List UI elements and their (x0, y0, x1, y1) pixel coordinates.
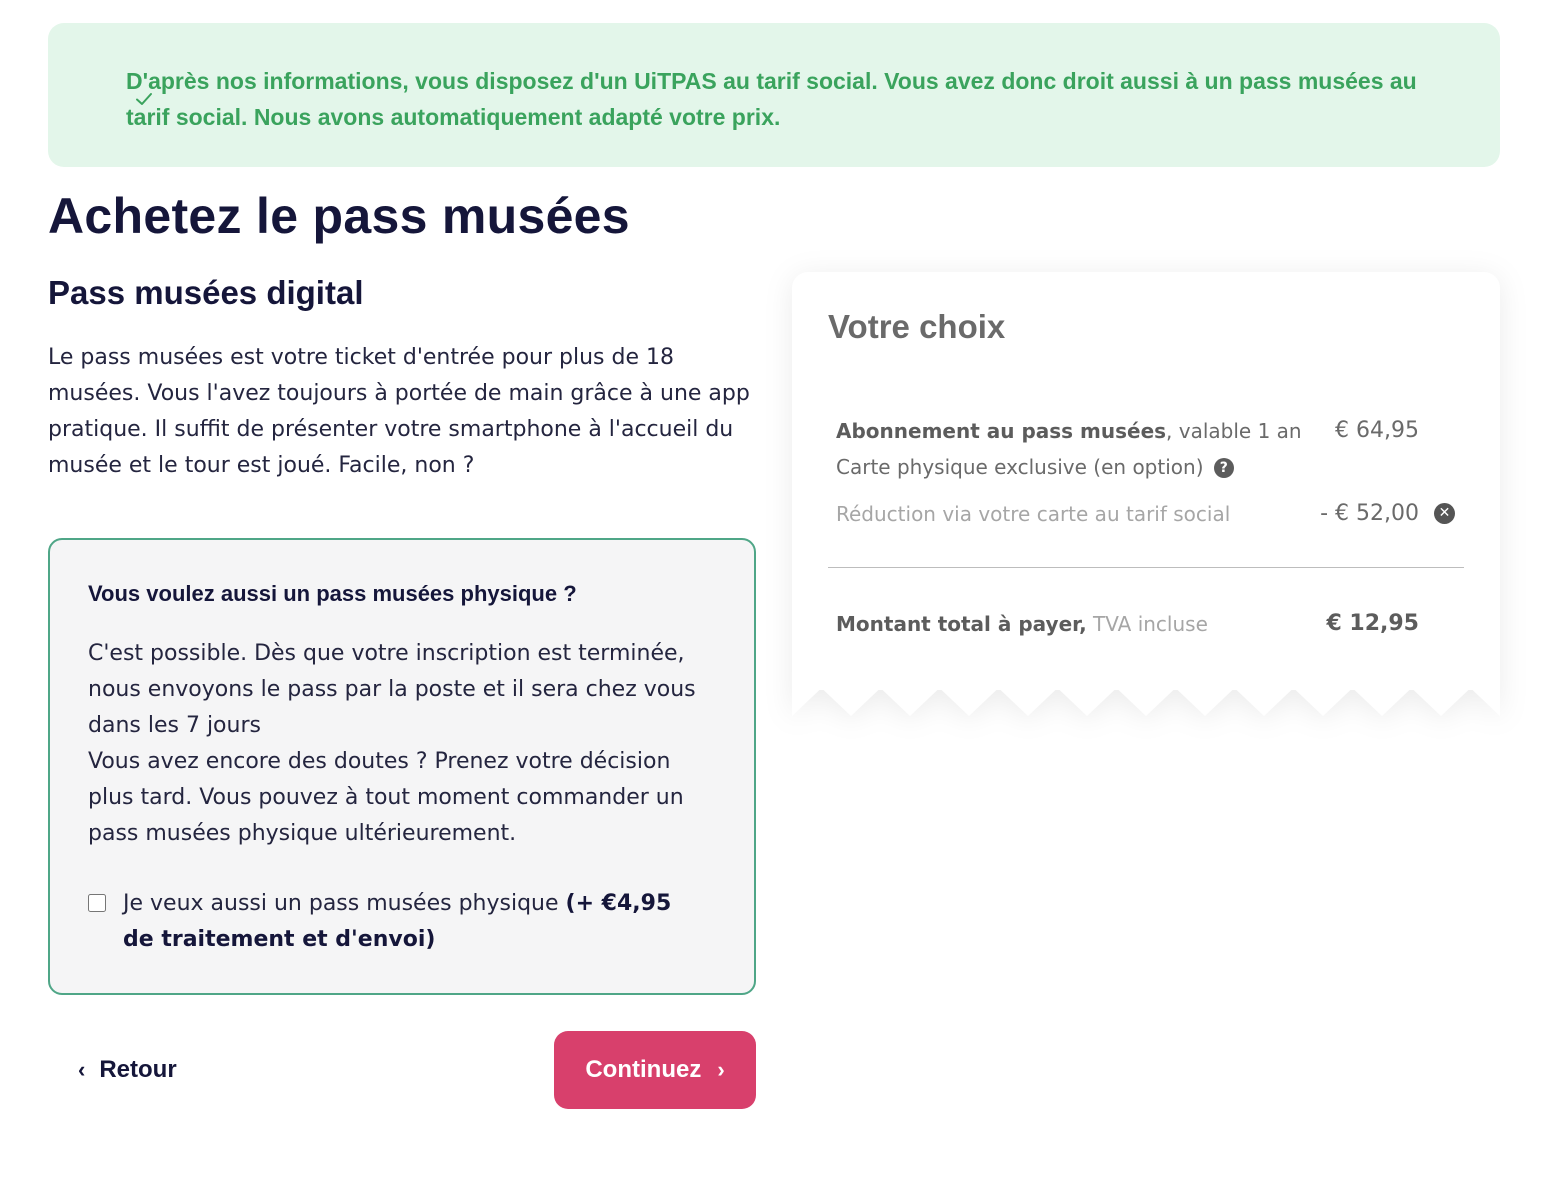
summary-title: Votre choix (828, 308, 1006, 345)
summary-discount-row (836, 496, 1436, 532)
alert-message: D'après nos informations, vous disposez d'un UiTPAS au tarif social. Vous avez donc droit aussi à un pass musées au tarif social. Nous avons automatiquement adapté votre prix. (126, 68, 1417, 130)
intro-text: Le pass musées est votre ticket d'entrée pour plus de 18 musées. Vous l'avez toujours à portée de main grâce à une app pratique. Il suffit de présenter votre smartphone à l'accueil du musée et le tour est joué. Facile, non ? (48, 345, 750, 478)
section-title: Pass musées digital (48, 274, 364, 311)
check-icon (134, 89, 154, 109)
page-title: Achetez le pass musées (48, 188, 630, 244)
physical-pass-option[interactable] (88, 886, 708, 958)
discount-label: Réduction via votre carte au tarif social (836, 502, 1231, 526)
total-label: Montant total à payer (836, 612, 1080, 636)
chevron-left-icon: ‹ (78, 1057, 86, 1082)
continue-label: Continuez (585, 1056, 702, 1083)
total-suffix: TVA incluse (1093, 612, 1208, 636)
physical-pass-box (48, 538, 756, 995)
summary-card (792, 272, 1500, 690)
social-tariff-alert (48, 23, 1500, 167)
physical-pass-text-2: Vous avez encore des doutes ? Prenez votre décision plus tard. Vous pouvez à tout moment commander un pass musées physique ultérieurement. (88, 749, 684, 846)
item-price: € 64,95 (1335, 418, 1419, 443)
receipt-zigzag-edge (792, 686, 1500, 718)
physical-pass-checkbox-label[interactable] (123, 886, 708, 958)
chevron-right-icon: › (717, 1057, 725, 1082)
option-label: Carte physique exclusive (en option) (836, 455, 1204, 479)
item-suffix: , valable 1 an (1166, 419, 1302, 443)
physical-pass-checkbox[interactable] (88, 894, 106, 912)
summary-item-row (836, 413, 1436, 449)
back-label: Retour (99, 1056, 177, 1083)
checkbox-label-text: Je veux aussi un pass musées physique (123, 891, 559, 916)
continue-button[interactable] (554, 1031, 756, 1109)
physical-pass-text-1: C'est possible. Dès que votre inscription est terminée, nous envoyons le pass par la poste et il sera chez vous dans les 7 jours (88, 641, 696, 738)
physical-pass-text (88, 636, 718, 852)
remove-discount-icon[interactable]: ✕ (1434, 503, 1455, 524)
order-summary (792, 272, 1500, 718)
discount-price: - € 52,00 (1320, 501, 1419, 526)
question-icon[interactable]: ? (1214, 458, 1234, 478)
summary-total-row: Montant total à payer, TVA incluse € 12,95 (836, 606, 1436, 642)
summary-divider (828, 567, 1464, 568)
physical-pass-title: Vous voulez aussi un pass musées physique ? (88, 581, 577, 606)
summary-option-row (836, 449, 1436, 485)
item-name: Abonnement au pass musées (836, 419, 1167, 443)
back-link[interactable] (78, 1048, 177, 1092)
total-price: € 12,95 (1326, 611, 1419, 636)
checkbox-label-fee: (+ €4,95 de traitement et d'envoi) (123, 891, 672, 952)
